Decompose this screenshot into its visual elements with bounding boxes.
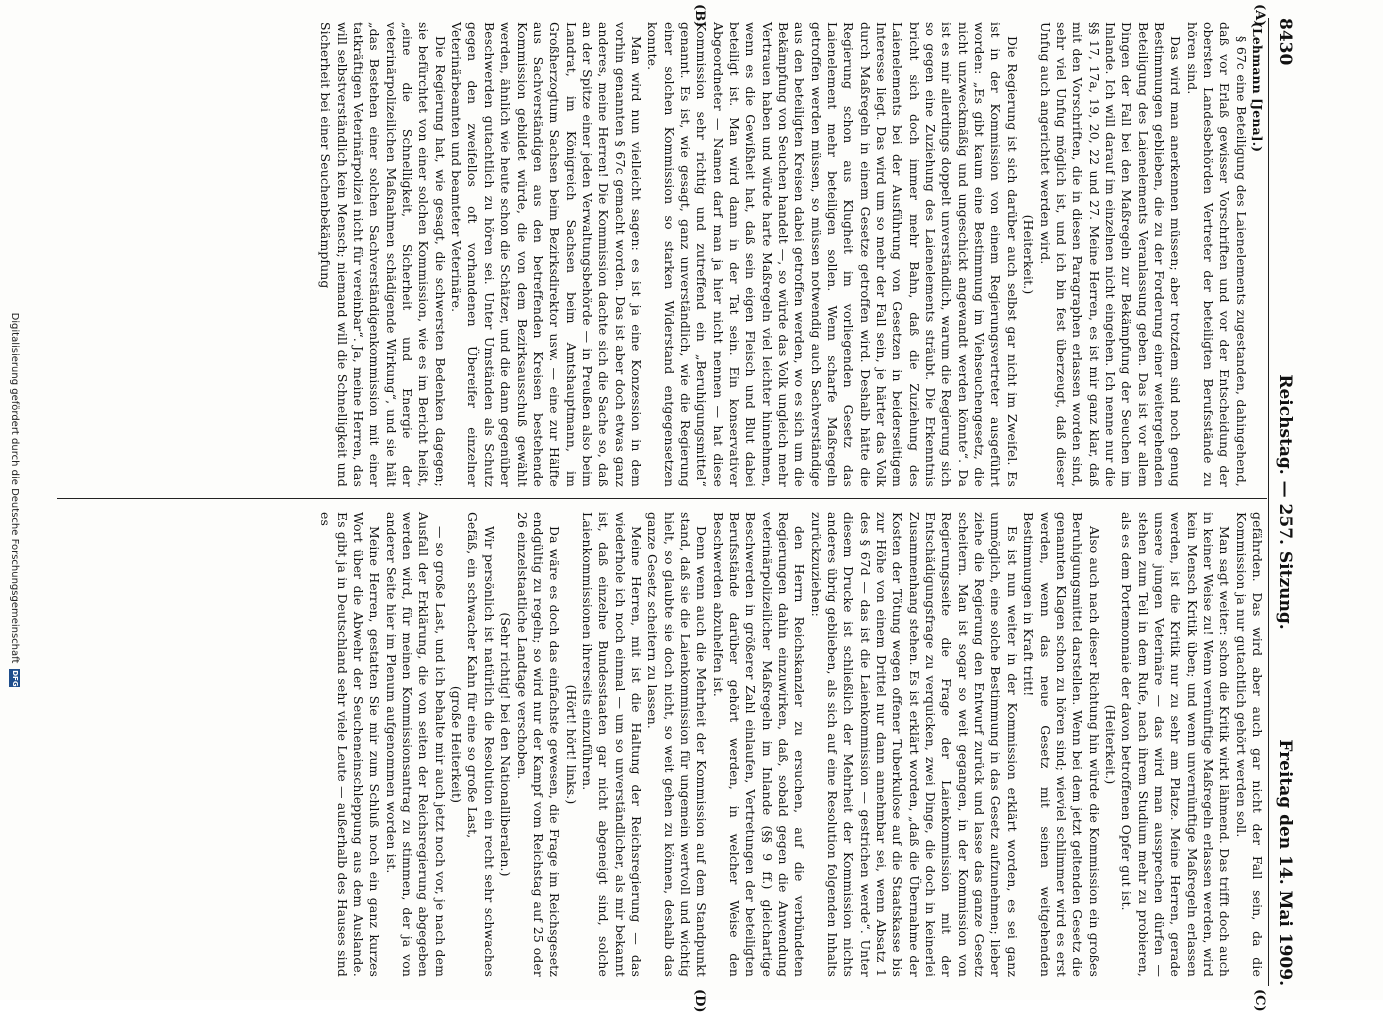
body-paragraph: § 67c eine Beteiligung des Laienelements zugestanden, dahingehend, daß vor Erlaß gewisser Vorschriften und vor der Entscheidung der obersten Landesbehörden Vertreter der beteiligten Berufsstände zu hören sind. — [1184, 22, 1249, 487]
body-paragraph: Denn wenn auch die Mehrheit der Kommission auf dem Standpunkt stand, daß sie die Laienkommission für ungemein wertvoll und wichtig hielt, so glaubte sie doch nicht, so weit gehen zu können, deshalb das ganze Gesetz scheitern zu lassen. — [645, 512, 710, 977]
dfg-logo: DFG — [11, 670, 20, 687]
body-paragraph: Man sagt weiter: schon die Kritik wirkt lähmend. Das trifft doch auch in keiner Weise zu! Wenn vernünftige Maßregeln erlassen werden, wird kein Mensch Kritik üben; und wenn unvernünftige Maßregeln erlassen werden, ist die Kritik nur zu sehr am Platze. Meine Herren, gerade unsere jungen Veterinäre — das wird man aussprechen dürfen — stehen zum Teil in dem Rufe, nach ihrem Studium mehr zu probieren, als es dem Portemonnaie der davon betroffenen Opfer gut ist. — [1119, 512, 1233, 977]
body-paragraph: Es ist nun weiter in der Kommission erklärt worden, es sei ganz unmöglich, eine solche Bestimmung in das Gesetz aufzunehmen; lieber ziehe die Regierung den Entwurf zurück und lasse das ganze Gesetz scheitern. Man ist sogar so weit gegangen, in der Kommission von Regierungsseite die Frage der Laienkommission mit der Entschädigungsfrage zu verquicken, zwei Dinge, die doch in keinerlei Zusammenhang stehen. Es ist erklärt worden, „daß die Übernahme der Kosten der Tötung wegen offener Tuberkulose auf die Staatskasse bis zur Höhe von einem Drittel nur dann annehmbar sei, wenn Absatz 1 des § 67d — das ist die Laienkommission — gestrichen werde“. Unter diesem Drucke ist schließlich der Mehrheit der Kommission nichts anderes übrig geblieben, als sich auf eine Resolution folgenden Inhalts zurückzuziehen: — [808, 512, 1020, 977]
body-paragraph: Das wird man anerkennen müssen; aber trotzdem sind noch genug Bestimmungen geblieben, die zu der Forderung einer weitergehenden Beteiligung des Laienelements Veranlassung geben. Das ist vor allem Dingen der Fall bei den Maßregeln zur Bekämpfung der Seuchen im Inlande. Ich will darauf im einzelnen nicht eingehen. Ich nenne nur die §§ 17, 17a, 19, 20, 22 und 27. Meine Herren, es ist mir ganz klar, daß mit den Vorschriften, die in diesen Paragraphen erlassen worden sind, sehr viel Unfug möglich ist, und ich bin fest überzeugt, daß dieser Unfug auch angerichtet werden wird. — [1037, 22, 1184, 487]
stage-direction: (große Heiterkeit) — [449, 685, 465, 804]
body-paragraph: Meine Herren, gestatten Sie mir zum Schluß noch ein ganz kurzes Wort über die Abwehr der Seucheneinschleppung aus dem Auslande. Es gibt ja in Deutschland sehr viele Leute — außerhalb des Hauses sind es — [318, 512, 383, 977]
column-divider — [57, 498, 1267, 499]
margin-mark-d: (D) — [692, 989, 707, 1013]
stage-direction: (Heiterkeit.) — [1021, 214, 1037, 295]
page-header — [1268, 18, 1303, 986]
body-paragraph: Wir persönlich ist natürlich die Resolution ein recht sehr schwaches Gefäß, ein schwacher Kahn für eine so große Last, — [465, 512, 497, 977]
credit-text: Digitalisierung gefördert durch die Deutsche Forschungsgemeinschaft — [9, 312, 21, 664]
running-title: Reichstag. — 257. Sitzung. — [1275, 374, 1295, 630]
body-paragraph: Die Regierung hat, wie gesagt, die schwersten Bedenken dagegen; sie befürchtet von einer solchen Kommission, wie es im Bericht heißt, „eine die Schnelligkeit, Sicherheit und Energie der veterinärpolizeilichen Maßnahmen schädigende Wirkung“, und sie hält „das Bestehen einer solchen Sachverständigenkommission mit einer tatkräftigen Veterinärpolizei nicht für vereinbar“. Ja, meine Herren, das will selbstverständlich kein Mensch; niemand will die Schnelligkeit und Sicherheit bei einer Seuchenbekämpfung — [318, 22, 448, 487]
body-paragraph: Man wird nun vielleicht sagen: es ist ja eine Konzession in dem vorhin genannten § 67c gemacht worden. Das ist aber doch etwas ganz anderes, meine Herren! Die Kommission dachte sich die Sache so, daß an der Spitze einer jeden Verwaltungsbehörde — in Preußen also beim Landrat, im Königreich Sachsen beim Amtshauptmann, im Großherzogtum Sachsen beim Bezirksdirektor usw. — eine zur Hälfte aus Sachverständigen aus den betreffenden Kreisen bestehende Kommission gebildet würde, die von dem Bezirksausschuß gewählt werden, ähnlich wie heute schon die Schätzer, und die dann gegenüber Beschwerden gutachtlich zu hören sei. Unter Umständen als Schutz gegen den zweifellos oft vorhandenen Übereifer einzelner Veterinärbeamten und beamteter Veterinäre. — [449, 22, 644, 487]
stage-direction: (Sehr richtig! bei den Nationalliberalen.) — [498, 612, 514, 877]
stage-direction: (Heiterkeit.) — [1102, 704, 1118, 785]
body-paragraph: Die Regierung ist sich darüber auch selbst gar nicht im Zweifel. Es ist in der Kommission von einem Regierungsvertreter ausgeführt worden: „Es gibt kaum eine Bestimmung im Viehseuchengesetz, die nicht unzweckmäßig und ungeschickt angewandt werden könnte“. Da ist es mir allerdings doppelt unverständlich, warum die Regierung sich so gegen eine Zuziehung des Laienelements sträubt. Die Erkenntnis bricht sich doch immer mehr Bahn, daß die Zuziehung des Laienelements bei der Ausführung von Gesetzen in beiderseitigem Interesse liegt. Das wird um so mehr der Fall sein, je härter das Volk durch Maßregeln in einem Gesetze getroffen wird. Deshalb hätte die Regierung schon aus Klugheit im vorliegenden Gesetz das Laienelement mehr beteiligen sollen. Wenn scharfe Maßregeln getroffen werden müssen, so müssen notwendig auch Sachverständige aus den beteiligten Kreisen dabei getroffen werden, wo es sich um die Bekämpfung von Seuchen handelt —, so würde das Volk ungleich mehr Vertrauen haben und würde harte Maßregeln viel leichter hinnehmen, wenn es die Gewißheit hat, daß sein eigen Fleisch und Blut dabei beteiligt ist. Man wird dann in der Tat sein. Ein konservativer Abgeordneter — Namen darf man ja hier nicht nennen — hat diese Kommission sehr richtig und zutreffend ein „Beruhigungsmittel“ genannt. Es ist, wie gesagt, ganz unverständlich, wie die Regierung einer solchen Kommission so starken Widerstand entgegensetzen konnte. — [645, 22, 1020, 487]
body-paragraph: Da wäre es doch das einfachste gewesen, die Frage im Reichsgesetz endgültig zu regeln; so wird nur der Kampf vom Reichstag auf 25 oder 26 einzelstaatliche Landtage verschoben. — [514, 512, 563, 977]
speaker-paragraph — [1249, 22, 1265, 487]
body-paragraph: den Herrn Reichskanzler zu ersuchen, auf die verbündeten Regierungen dahin einzuwirken, daß, sobald gegen die Anwendung veterinärpolizeilicher Maßregeln im Inlande (§§ 9 ff.) gleichartige Beschwerden in größerer Zahl einlaufen, Vertretungen der beteiligten Berufsstände darüber gehört werden, in welcher Weise den Beschwerden abzuhelfen ist. — [710, 512, 808, 977]
margin-mark-b: (B) — [692, 4, 707, 28]
speaker-name: (Lehmann [Jena].) — [1250, 22, 1265, 153]
stage-direction: (Hört! hört! links.) — [563, 684, 579, 805]
margin-mark-a: (A) — [1252, 4, 1267, 27]
body-paragraph: Meine Herren, mit ist die Haltung der Reichsregierung — das wiederhole ich noch einmal — um so unverständlicher, als mir bekannt ist, daß einzelne Bundesstaaten gar nicht abgeneigt sind, solche Laienkommissionen ihrerseits einzuführen. — [579, 512, 644, 977]
margin-mark-c: (C) — [1252, 989, 1267, 1012]
digitization-credit — [4, 0, 26, 1000]
left-column — [317, 22, 1265, 487]
page-number: 8430 — [1275, 18, 1295, 66]
right-column — [317, 512, 1265, 977]
session-date: Freitag den 14. Mai 1909. — [1275, 739, 1295, 986]
body-paragraph: Also auch nach dieser Richtung hin würde die Kommission ein großes Beruhigungsmittel darstellen. Wenn bei dem jetzt geltenden Gesetz die genannten Klagen schon zu hören sind; wieviel schlimmer wird es erst werden, wenn das neue Gesetz mit seinen weitgehenden Bestimmungen in Kraft tritt! — [1021, 512, 1102, 977]
body-paragraph: — so große Last, und ich behalte mir auch jetzt noch vor, je nach dem Ausfall der Erklärung, die von seiten der Reichsregierung abgegeben werden wird, für meinen Kommissionsantrag zu stimmen, der ja von anderer Seite hier im Plenum aufgenommen worden ist. — [383, 512, 448, 977]
body-paragraph: gefährden. Das wird aber auch gar nicht der Fall sein, da die Kommission ja nur gutachtlich gehört werden soll. — [1233, 512, 1265, 977]
